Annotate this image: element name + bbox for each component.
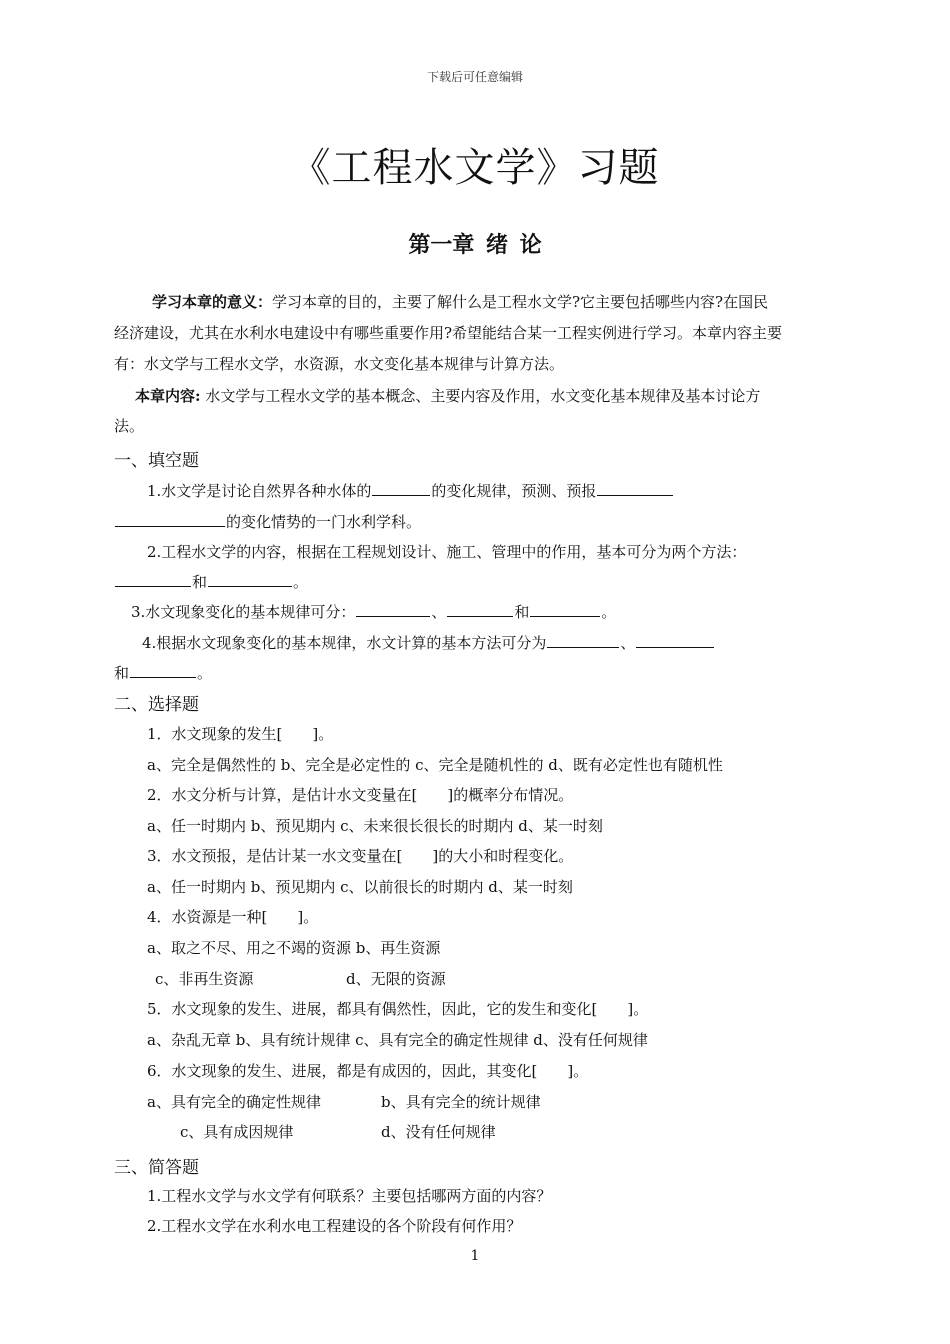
fill-q4-line-2	[114, 662, 212, 683]
fill-q2-blank-2[interactable]	[208, 572, 292, 587]
choice-q4-options-ab: a、取之不尽、用之不竭的资源 b、再生资源	[147, 939, 441, 957]
fill-q4-blank-2[interactable]	[636, 633, 714, 648]
fill-q2-text-c: 。	[293, 573, 309, 591]
content-line-2: 法。	[114, 417, 145, 435]
choice-q2-options: a、任一时期内 b、预见期内 c、未来很长很长的时期内 d、某一时刻	[147, 817, 603, 835]
fill-q4-text-a: 4.根据水文现象变化的基本规律，水文计算的基本方法可分为	[142, 634, 547, 652]
significance-line-2: 经济建设，尤其在水利水电建设中有哪些重要作用?希望能结合某一工程实例进行学习。本章内容主要	[114, 324, 783, 342]
fill-q2-line-2	[114, 571, 308, 592]
choice-q4-option-c: c、非再生资源	[155, 970, 254, 988]
choice-q4: 4．水资源是一种[ ]。	[147, 908, 319, 926]
choice-q6-option-d: d、没有任何规律	[381, 1123, 496, 1141]
fill-q4-line-1	[142, 632, 715, 653]
fill-q2-blank-1[interactable]	[115, 572, 191, 587]
fill-q3-text-a: 3.水文现象变化的基本规律可分：	[131, 603, 356, 621]
content-text-1: 水文学与工程水文学的基本概念、主要内容及作用，水文变化基本规律及基本讨论方	[205, 387, 761, 405]
content-label: 本章内容:	[135, 387, 201, 405]
fill-q4-text-c: 和	[114, 664, 130, 682]
chapter-heading: 第一章 绪 论	[408, 233, 542, 258]
fill-q3-line	[131, 601, 616, 622]
fill-q1-blank-1[interactable]	[372, 481, 430, 496]
fill-q4-text-d: 。	[197, 664, 213, 682]
choice-q6: 6．水文现象的发生、进展，都是有成因的，因此，其变化[ ]。	[147, 1062, 589, 1080]
fill-q3-text-d: 。	[601, 603, 617, 621]
short-answer-q1: 1.工程水文学与水文学有何联系？主要包括哪两方面的内容？	[147, 1187, 552, 1205]
choice-q5-options: a、杂乱无章 b、具有统计规律 c、具有完全的确定性规律 d、没有任何规律	[147, 1031, 648, 1049]
fill-q3-blank-1[interactable]	[356, 602, 430, 617]
page-number: 1	[470, 1248, 480, 1264]
fill-q1-text-c: 的变化情势的一门水利学科。	[226, 513, 422, 531]
document-title: 《工程水文学》习题	[290, 145, 660, 191]
fill-q4-text-b: 、	[620, 634, 636, 652]
short-answer-q2: 2.工程水文学在水利水电工程建设的各个阶段有何作用？	[147, 1217, 522, 1235]
fill-q2-line-1: 2.工程水文学的内容，根据在工程规划设计、施工、管理中的作用，基本可分为两个方法：	[147, 543, 747, 561]
choice-q4-option-d: d、无限的资源	[346, 970, 446, 988]
fill-q3-text-c: 和	[514, 603, 530, 621]
fill-q1-text-b: 的变化规律，预测、预报	[431, 482, 597, 500]
fill-q1-blank-3[interactable]	[115, 512, 225, 527]
significance-line-3: 有：水文学与工程水文学，水资源，水文变化基本规律与计算方法。	[114, 355, 565, 373]
choice-q3: 3．水文预报，是估计某一水文变量在[ ]的大小和时程变化。	[147, 847, 574, 865]
fill-q1-line-2	[114, 511, 421, 532]
choice-q5: 5．水文现象的发生、进展，都具有偶然性，因此，它的发生和变化[ ]。	[147, 1000, 649, 1018]
choice-q2: 2．水文分析与计算，是估计水文变量在[ ]的概率分布情况。	[147, 786, 574, 804]
choice-q1-options: a、完全是偶然性的 b、完全是必定性的 c、完全是随机性的 d、既有必定性也有随机性	[147, 756, 723, 774]
choice-q3-options: a、任一时期内 b、预见期内 c、以前很长的时期内 d、某一时刻	[147, 878, 573, 896]
choice-q6-option-c: c、具有成因规律	[180, 1123, 294, 1141]
section-fill-blank-heading: 一、填空题	[114, 451, 199, 471]
fill-q1-text-a: 1.水文学是讨论自然界各种水体的	[147, 482, 372, 500]
fill-q4-blank-3[interactable]	[130, 663, 196, 678]
content-line-1	[135, 381, 760, 411]
significance-text-1: 学习本章的目的，主要了解什么是工程水文学?它主要包括哪些内容?在国民	[272, 293, 769, 311]
section-short-answer-heading: 三、简答题	[114, 1158, 199, 1178]
fill-q1-blank-2[interactable]	[597, 481, 673, 496]
fill-q2-text-b: 和	[192, 573, 208, 591]
significance-line-1	[152, 287, 768, 317]
page-header: 下载后可任意编辑	[426, 70, 523, 84]
section-choice-heading: 二、选择题	[114, 695, 199, 715]
fill-q3-blank-3[interactable]	[530, 602, 600, 617]
fill-q1-line-1	[147, 480, 674, 501]
choice-q1: 1．水文现象的发生[ ]。	[147, 725, 334, 743]
choice-q6-option-b: b、具有完全的统计规律	[381, 1093, 541, 1111]
choice-q6-option-a: a、具有完全的确定性规律	[147, 1093, 321, 1111]
significance-label: 学习本章的意义：	[152, 293, 273, 311]
fill-q3-blank-2[interactable]	[447, 602, 513, 617]
fill-q4-blank-1[interactable]	[547, 633, 619, 648]
fill-q3-text-b: 、	[431, 603, 447, 621]
